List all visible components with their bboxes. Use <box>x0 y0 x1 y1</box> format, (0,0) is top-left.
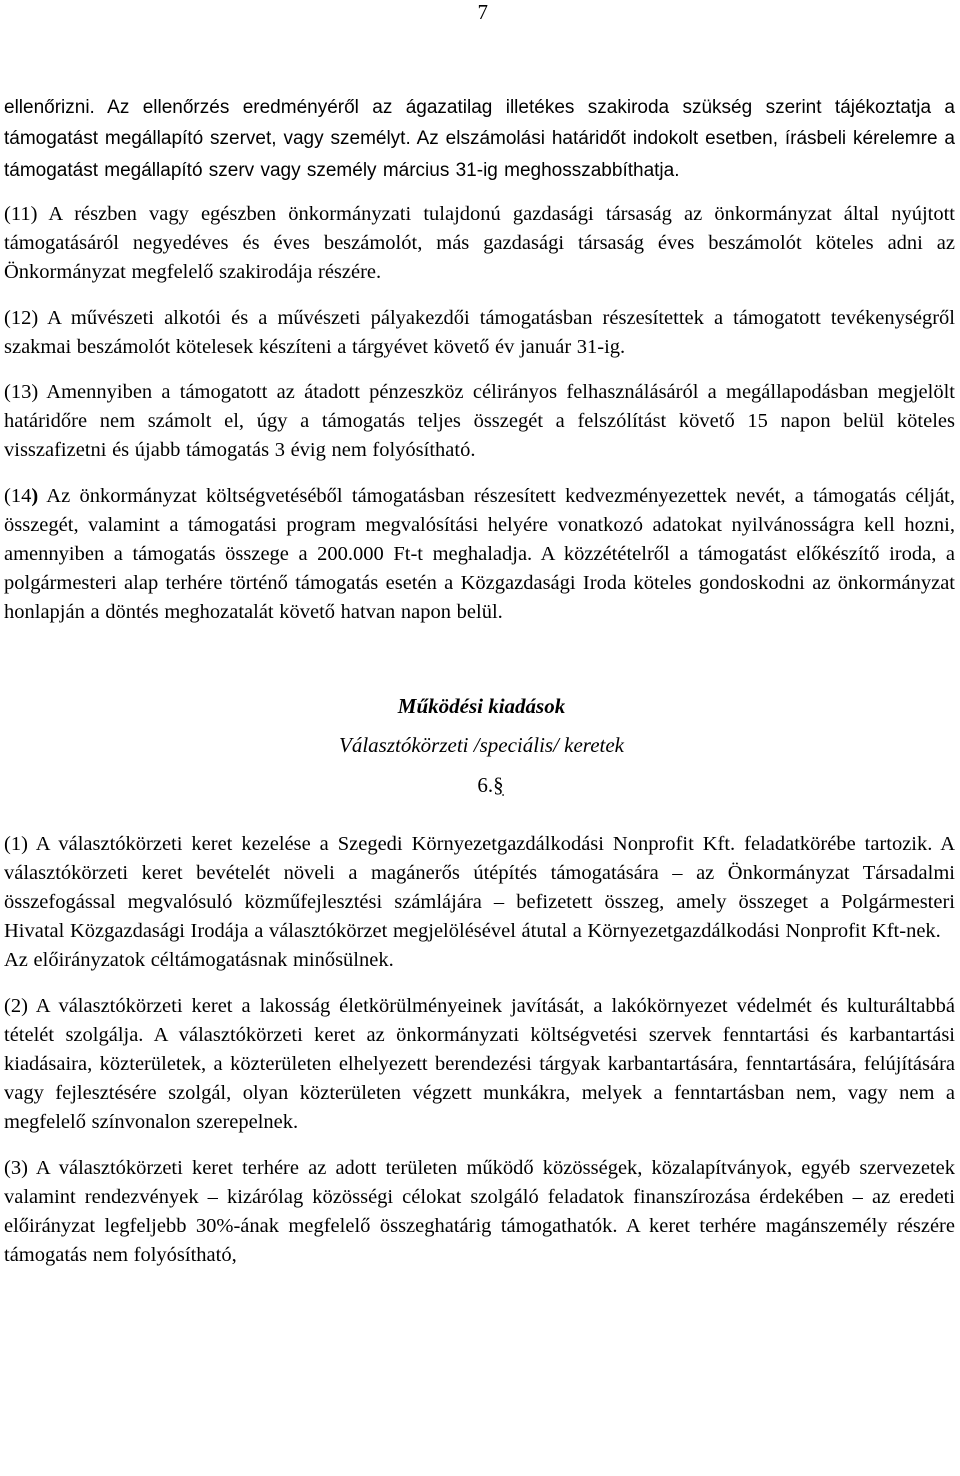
document-body <box>4 92 955 1286</box>
section-subtitle: Választókörzeti /speciális/ keretek <box>339 732 624 757</box>
paragraph-14 <box>4 482 955 628</box>
section-paragraph-2: (2) A választókörzeti keret a lakosság életkörülményeinek javítását, a lakókörnyezet védelmét és kulturáltabbá tételét szolgálja. A választókörzeti keret az önkormányzati költségvetési szervek fenntartási és karbantartási kiadásaira, közterületek, a közterületen elhelyezett berendezési tárgyak karbantartására, fenntartására, felújítására vagy fejlesztésére szolgál, olyan közterületen végzett munkákra, melyek a fenntartásban nem, vagy nem a megfelelő színvonalon szerepelnek. <box>4 994 955 1134</box>
section-heading <box>4 692 955 800</box>
page-number: 7 <box>477 0 488 24</box>
section-paragraph-1 <box>4 830 955 976</box>
section-number <box>26 770 955 800</box>
section-paragraph-1-text: (1) A választókörzeti keret kezelése a Szegedi Környezetgazdálkodási Nonprofit Kft. feladatkörébe tartozik. A választókörzeti keret bevételét növeli a magánerős útépítés támogatására – az Önkormányzat Társadalmi összefogással megvalósuló közműfejlesztési számlájára – befizetett összeg, amely összeget a Polgármesteri Hivatal Közgazdasági Irodája a választókörzet megjelölésével átutal a Környezetgazdálkodási Nonprofit Kft-nek. <box>4 832 955 943</box>
paragraph-14-text: Az önkormányzat költségvetéséből támogatásban részesített kedvezményezettek nevét, a támogatás célját, összegét, valamint a támogatási program megvalósítási helyére vonatkozó adatokat nyilvánosságra kell hozni, amennyiben a támogatás összege a 200.000 Ft-t meghaladja. A közzétételről a támogatást előkészítő iroda, a polgármesteri alap terhére történő támogatás esetén a Közgazdasági Iroda köteles gondoskodni az önkormányzat honlapján a döntés meghozatalát követő hatvan napon belül. <box>4 484 955 624</box>
paragraph-13: (13) Amennyiben a támogatott az átadott pénzeszköz célirányos felhasználásáról a megállapodásban megjelölt határidőre nem számolt el, úgy a támogatás teljes összegét a felszólítást követő 15 napon belül köteles visszafizetni és újabb támogatás 3 évig nem folyósítható. <box>4 380 955 462</box>
section-paragraph-1-note: Az előirányzatok céltámogatásnak minősülnek. <box>4 949 394 972</box>
paragraph-intro: ellenőrizni. Az ellenőrzés eredményéről az ágazatilag illetékes szakiroda szükség szerint tájékoztatja a támogatást megállapító szervet, vagy személyt. Az elszámolási határidőt indokolt esetben, írásbeli kérelemre a támogatást megállapító szerv vagy személy március 31-ig meghosszabbíthatja. <box>4 97 955 181</box>
paragraph-11: (11) A részben vagy egészben önkormányzati tulajdonú gazdasági társaság az önkormányzat által nyújtott támogatásáról negyedéves és éves beszámolót, más gazdasági társaság éves beszámolót köteles adni az Önkormányzat megfelelő szakirodája részére. <box>4 202 955 284</box>
section-number-value: 6. <box>477 772 494 797</box>
paragraph-14-bracket: ) <box>31 484 39 507</box>
paragraph-14-prefix: (14 <box>4 484 32 507</box>
section-title: Működési kiadások <box>397 693 566 718</box>
section-symbol: § <box>493 772 504 797</box>
paragraph-12: (12) A művészeti alkotói és a művészeti pályakezdői támogatásban részesítettek a támogatott tevékenységről szakmai beszámolót kötelesek készíteni a tárgyévet követő év január 31-ig. <box>4 306 955 358</box>
section-paragraph-3: (3) A választókörzeti keret terhére az adott területen működő közösségek, közalapítványok, egyéb szervezetek valamint rendezvények – kizárólag közösségi célokat szolgáló feladatok finanszírozása érdekében – az eredeti előirányzat legfeljebb 30%-ának megfelelő összeghatárig támogathatók. A keret terhére magánszemély részére támogatás nem folyósítható, <box>4 1156 955 1267</box>
